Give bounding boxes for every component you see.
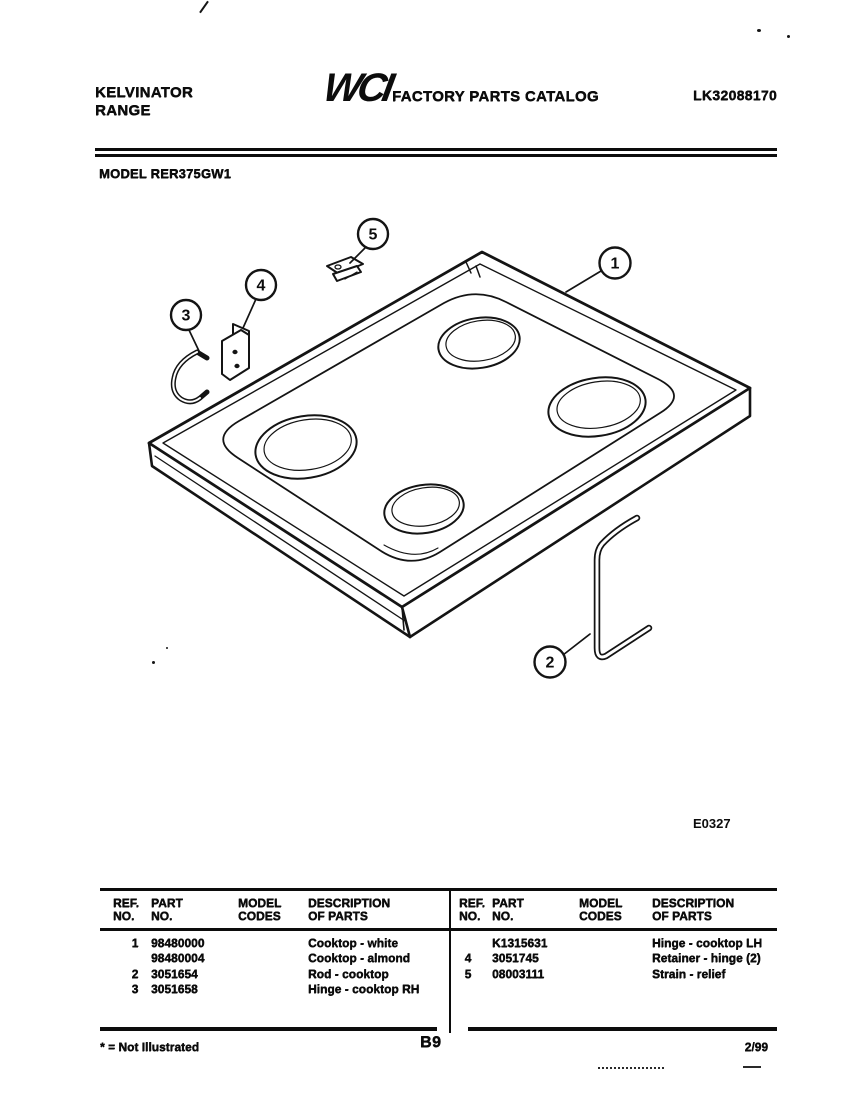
leader-3 — [189, 330, 199, 351]
rod-part-drawing — [597, 518, 649, 657]
brand-line2: RANGE — [95, 102, 151, 119]
parts-table-right — [451, 890, 777, 1032]
svg-text:2: 2 — [545, 654, 555, 672]
col-desc: DESCRIPTION — [308, 896, 391, 910]
table-row: 4 3051745 Retainer - hinge (2) — [464, 951, 761, 966]
page-code: B9 — [420, 1034, 442, 1051]
table-right-header: REF. NO. PART NO. MODEL CODES DESCRIPTION OF PARTS — [459, 896, 735, 923]
callout-1 — [600, 248, 631, 279]
header-rule-bottom — [95, 154, 777, 157]
table-left-header: REF. NO. PART NO. MODEL CODES DESCRIPTION OF PARTS — [113, 896, 391, 923]
scan-artifact — [152, 661, 155, 664]
col-part: PART — [151, 896, 183, 910]
table-row: 1 98480000 Cooktop - white — [131, 936, 398, 950]
burner-hole-rear — [435, 312, 524, 374]
table-row: 98480004 Cooktop - almond — [151, 951, 410, 966]
col-codes: MODEL — [238, 896, 282, 910]
callout-4 — [246, 270, 276, 300]
svg-text:5: 5 — [368, 226, 378, 244]
not-illustrated-note: * = Not Illustrated — [100, 1040, 200, 1054]
burner-hole-left — [251, 408, 361, 485]
date-code: 2/99 — [744, 1040, 768, 1054]
callout-2 — [535, 647, 566, 678]
cooktop-exploded-diagram — [0, 195, 864, 865]
brand-line1: KELVINATOR — [95, 84, 194, 101]
scan-artifact — [757, 29, 761, 32]
table-row: K1315631 Hinge - cooktop LH — [492, 936, 762, 950]
scan-artifact — [787, 35, 790, 38]
col-part: PART — [492, 896, 524, 910]
callout-3 — [171, 300, 201, 330]
wci-logo: WCI — [320, 66, 394, 110]
table-row: 3 3051658 Hinge - cooktop RH — [131, 982, 420, 997]
scan-artifact — [743, 1066, 761, 1068]
leader-1 — [566, 271, 601, 292]
scan-artifact — [598, 1067, 664, 1069]
header-rule-top — [95, 148, 777, 151]
retainer-part-drawing — [222, 324, 249, 380]
callout-5 — [358, 219, 388, 249]
document-number: LK32088170 — [693, 87, 777, 103]
brand-block — [95, 84, 193, 120]
table-row: 5 08003111 Strain - relief — [464, 966, 726, 981]
model-number: MODEL RER375GW1 — [99, 166, 232, 181]
hinge-rh-part-drawing — [173, 352, 207, 402]
diagram-code: E0327 — [693, 816, 731, 831]
cooktop-panel-drawing — [149, 252, 750, 637]
catalog-title: FACTORY PARTS CATALOG — [392, 88, 599, 105]
svg-text:1: 1 — [610, 255, 620, 273]
parts-table-left — [100, 890, 449, 1032]
strain-relief-part-drawing — [327, 257, 363, 281]
col-ref: REF. — [459, 896, 486, 910]
col-ref: REF. — [113, 896, 140, 910]
burner-hole-front — [381, 479, 468, 539]
table-left-body — [100, 936, 449, 998]
burner-hole-right — [544, 371, 650, 444]
col-codes: MODEL — [579, 896, 623, 910]
leader-2 — [563, 634, 590, 655]
table-right-body — [451, 936, 777, 982]
svg-text:3: 3 — [181, 307, 191, 325]
scan-artifact — [199, 1, 209, 14]
svg-text:4: 4 — [256, 277, 266, 295]
leader-4 — [243, 299, 256, 328]
col-desc: DESCRIPTION — [652, 896, 735, 910]
table-row: 2 3051654 Rod - cooktop — [131, 966, 389, 981]
scan-artifact — [166, 647, 168, 649]
